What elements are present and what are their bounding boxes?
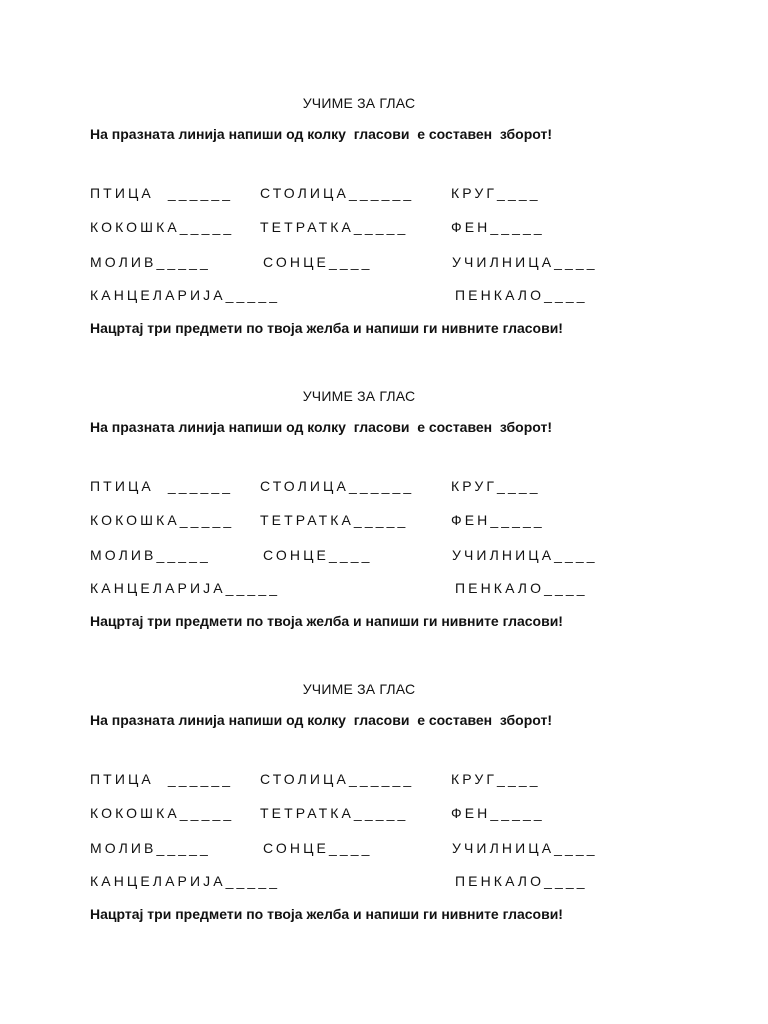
worksheet-1 xyxy=(0,95,768,355)
word-stolica: СТОЛИЦА______ xyxy=(260,185,415,201)
word-penkalo: ПЕНКАЛО____ xyxy=(455,287,588,303)
word-kokoshka: КОКОШКА_____ xyxy=(90,805,235,821)
word-fen: ФЕН_____ xyxy=(451,219,545,235)
worksheet-title: УЧИМЕ ЗА ГЛАС xyxy=(302,681,416,697)
word-moliv: МОЛИВ_____ xyxy=(90,840,211,856)
word-tetratka: ТЕТРАТКА_____ xyxy=(260,805,409,821)
word-fen: ФЕН_____ xyxy=(451,805,545,821)
word-krug: КРУГ____ xyxy=(451,771,541,787)
worksheet-instruction: На празната линија напиши од колку гласови е составен зборот! xyxy=(90,419,552,435)
worksheet-closing: Нацртај три предмети по твоја желба и напиши ги нивните гласови! xyxy=(90,320,563,336)
word-uchilnica: УЧИЛНИЦА____ xyxy=(452,254,598,270)
word-kokoshka: КОКОШКА_____ xyxy=(90,512,235,528)
word-stolica: СТОЛИЦА______ xyxy=(260,478,415,494)
worksheet-title: УЧИМЕ ЗА ГЛАС xyxy=(302,95,416,111)
word-kancelarija: КАНЦЕЛАРИЈА_____ xyxy=(90,580,281,596)
word-uchilnica: УЧИЛНИЦА____ xyxy=(452,840,598,856)
worksheet-title: УЧИМЕ ЗА ГЛАС xyxy=(302,388,416,404)
word-sonce: СОНЦЕ____ xyxy=(263,840,373,856)
word-penkalo: ПЕНКАЛО____ xyxy=(455,580,588,596)
word-stolica: СТОЛИЦА______ xyxy=(260,771,415,787)
word-moliv: МОЛИВ_____ xyxy=(90,254,211,270)
word-krug: КРУГ____ xyxy=(451,185,541,201)
word-moliv: МОЛИВ_____ xyxy=(90,547,211,563)
word-kancelarija: КАНЦЕЛАРИЈА_____ xyxy=(90,873,281,889)
worksheet-closing: Нацртај три предмети по твоја желба и напиши ги нивните гласови! xyxy=(90,906,563,922)
word-sonce: СОНЦЕ____ xyxy=(263,547,373,563)
word-uchilnica: УЧИЛНИЦА____ xyxy=(452,547,598,563)
word-krug: КРУГ____ xyxy=(451,478,541,494)
worksheet-instruction: На празната линија напиши од колку гласови е составен зборот! xyxy=(90,126,552,142)
word-kancelarija: КАНЦЕЛАРИЈА_____ xyxy=(90,287,281,303)
worksheet-closing: Нацртај три предмети по твоја желба и напиши ги нивните гласови! xyxy=(90,613,563,629)
worksheet-2 xyxy=(0,388,768,648)
word-ptica: ПТИЦА ______ xyxy=(90,478,234,494)
worksheet-3 xyxy=(0,681,768,941)
word-kokoshka: КОКОШКА_____ xyxy=(90,219,235,235)
word-sonce: СОНЦЕ____ xyxy=(263,254,373,270)
worksheet-instruction: На празната линија напиши од колку гласови е составен зборот! xyxy=(90,712,552,728)
word-penkalo: ПЕНКАЛО____ xyxy=(455,873,588,889)
word-ptica: ПТИЦА ______ xyxy=(90,771,234,787)
word-ptica: ПТИЦА ______ xyxy=(90,185,234,201)
word-tetratka: ТЕТРАТКА_____ xyxy=(260,512,409,528)
word-tetratka: ТЕТРАТКА_____ xyxy=(260,219,409,235)
word-fen: ФЕН_____ xyxy=(451,512,545,528)
